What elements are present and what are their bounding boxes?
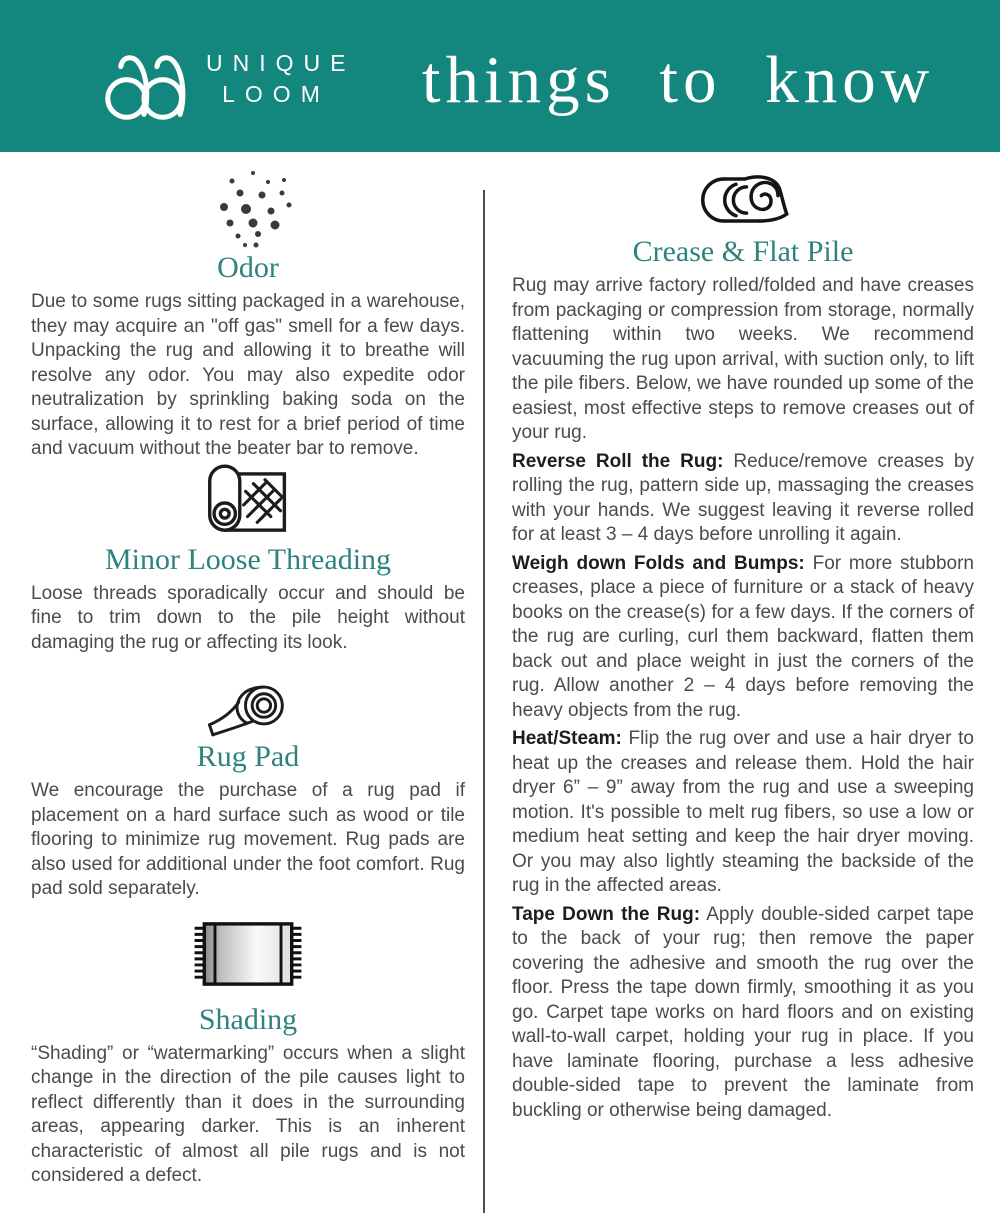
brand-line1: UNIQUE	[206, 50, 356, 76]
section-body: “Shading” or “watermarking” occurs when a slight change in the direction of the pile causes light to reflect differently than it does in the surrounding areas, appearing darker. This is an inherent characteristic of almost all pile rugs and is not considered a defect.	[31, 1042, 465, 1186]
creased-roll-icon	[512, 172, 974, 228]
tip-label: Heat/Steam:	[512, 728, 622, 749]
unique-loom-logo	[102, 32, 196, 136]
brand-name	[206, 48, 356, 110]
section-intro: Rug may arrive factory rolled/folded and have creases from packaging or compression from storage, normally flattening within two weeks. We recommend vacuuming the rug upon arrival, with suction only, to lift the pile fibers. Below, we have rounded up some of the easiest, most effective steps to remove creases out of your rug.	[512, 275, 974, 443]
brand-line2: LOOM	[222, 81, 330, 107]
section-rug-pad	[31, 677, 465, 902]
section-heading: Odor	[217, 251, 279, 284]
section-shading	[31, 920, 465, 1189]
rug-pad-roll-icon	[31, 677, 465, 739]
section-body: Loose threads sporadically occur and should be fine to trim down to the pile height without damaging the rug or affecting its look.	[31, 582, 465, 653]
page-title: things to know	[421, 43, 935, 117]
tip-tape-down	[512, 903, 974, 1124]
section-body: Due to some rugs sitting packaged in a warehouse, they may acquire an "off gas" smell for a few days. Unpacking the rug and allowing it to breathe will resolve any odor. You may also expedite odor neutralization by sprinkling baking soda on the surface, allowing it to rest for a brief period of time and vacuum without the beater bar to remove.	[31, 291, 465, 459]
tip-heat-steam	[512, 727, 974, 899]
section-odor	[31, 168, 465, 462]
section-heading: Rug Pad	[196, 740, 300, 773]
section-body: We encourage the purchase of a rug pad if placement on a hard surface such as wood or tile flooring to minimize rug movement. Rug pads are also used for additional under the foot comfort. Rug pad sold separately.	[31, 780, 465, 899]
tip-text: Flip the rug over and use a hair dryer to heat up the creases and release them. Hold the hair dryer 6” – 9” away from the rug and use a sweeping motion. It's possible to melt rug fibers, so use a low or medium heat setting and keep the hair dryer moving. Or you may also lightly steaming the backside of the rug in the affected areas.	[512, 728, 974, 896]
tip-text: Apply double-sided carpet tape to the back of your rug; then remove the paper covering the adhesive and smooth the rug over the floor. Press the tape down firmly, smoothing it as you go. Carpet tape works on hard floors and on existing wall-to-wall carpet, holding your rug in place. If you have laminate flooring, purchase a less adhesive double-sided tape to prevent the laminate from buckling or otherwise being damaged.	[512, 903, 974, 1121]
column-divider	[483, 190, 485, 1213]
section-loose-threading	[31, 464, 465, 656]
tip-weigh-down	[512, 552, 974, 724]
section-heading: Crease & Flat Pile	[632, 235, 854, 268]
tip-label: Reverse Roll the Rug:	[512, 450, 724, 472]
tip-text: Reduce/remove creases by rolling the rug, pattern side up, massaging the creases with your hands. We suggest leaving it reverse rolled for at least 3 – 4 days before unrolling it again.	[512, 450, 974, 545]
tip-label: Weigh down Folds and Bumps:	[512, 552, 805, 574]
tip-label: Tape Down the Rug:	[512, 903, 701, 925]
left-column	[31, 160, 465, 1189]
odor-particles-icon	[31, 168, 465, 250]
rolled-rug-icon	[31, 464, 465, 542]
right-column	[512, 170, 974, 1123]
tip-reverse-roll	[512, 450, 974, 548]
section-heading: Minor Loose Threading	[104, 542, 392, 576]
shaded-rug-icon	[31, 920, 465, 988]
tip-text: For more stubborn creases, place a piece of furniture or a stack of heavy books on the crease(s) for a few days. If the corners of the rug are curling, curl them backward, flatten them back out and place weight in just the corners of the rug. Allow another 2 – 4 days before removing the heavy objects from the rug.	[512, 552, 974, 721]
section-heading: Shading	[198, 1002, 298, 1036]
header-banner	[0, 0, 1000, 152]
